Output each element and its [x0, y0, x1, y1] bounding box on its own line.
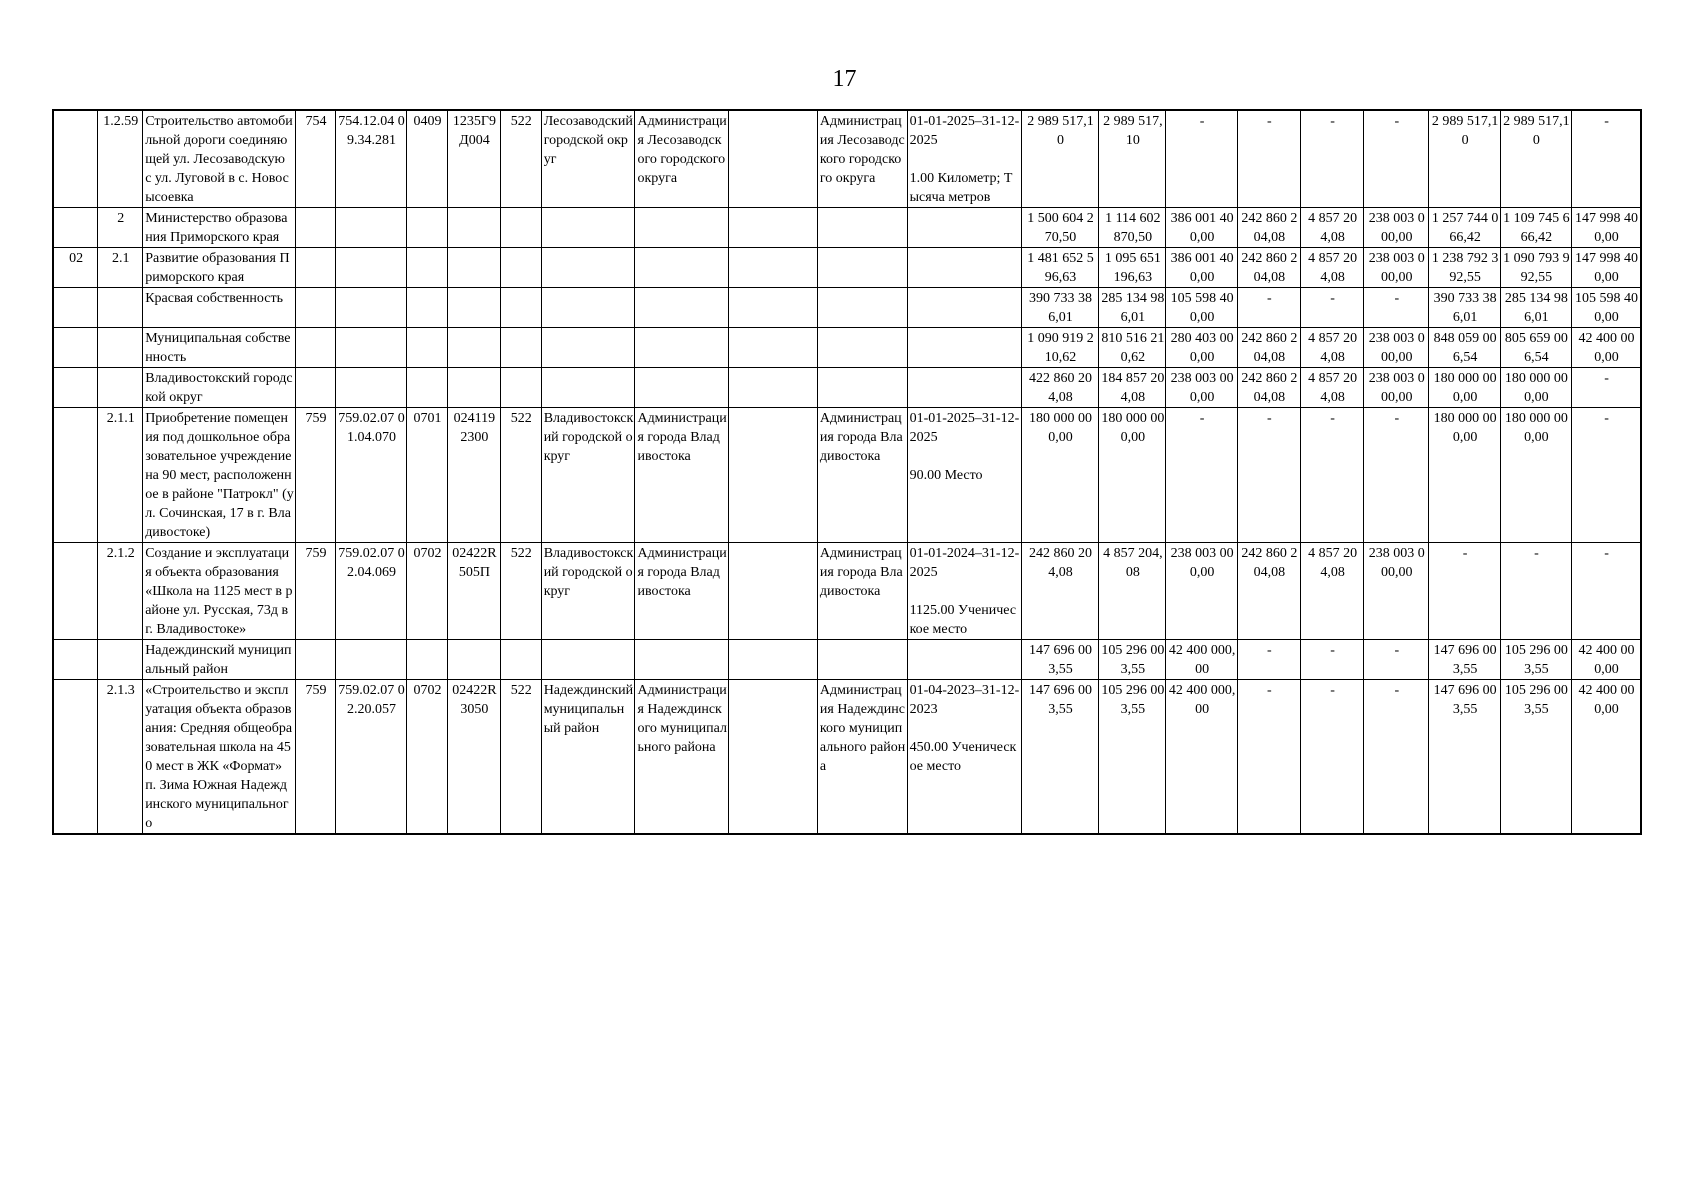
value-cell: 242 860 204,08	[1237, 208, 1300, 248]
investment-table	[52, 109, 1642, 835]
expense-type-cell	[500, 208, 541, 248]
item-number-cell: 1.2.59	[98, 110, 143, 208]
grbs-cell	[296, 640, 336, 680]
value-cell: 390 733 386,01	[1021, 288, 1098, 328]
value-cell: -	[1237, 288, 1300, 328]
value-cell: -	[1237, 680, 1300, 835]
target-article-cell: 754.12.04 09.34.281	[335, 110, 406, 208]
target-article-cell: 759.02.07 01.04.070	[335, 408, 406, 543]
value-cell: -	[1572, 110, 1641, 208]
section-cell: 0409	[407, 110, 448, 208]
region-code-cell	[53, 368, 98, 408]
territory-cell	[541, 368, 635, 408]
object-name-cell: Муниципальная собственность	[143, 328, 296, 368]
value-cell: 4 857 204,08	[1300, 543, 1363, 640]
capacity-text: 1125.00 Ученическое место	[909, 603, 1017, 637]
value-cell: -	[1300, 110, 1363, 208]
empty-cell	[729, 110, 818, 208]
value-cell: 238 003 000,00	[1364, 543, 1429, 640]
region-code-cell	[53, 110, 98, 208]
value-cell: 105 296 003,55	[1500, 640, 1571, 680]
empty-cell	[729, 328, 818, 368]
target-article-cell	[335, 288, 406, 328]
recipient-cell: Администрация города Владивостока	[635, 408, 729, 543]
region-code-cell	[53, 640, 98, 680]
value-cell: 242 860 204,08	[1237, 368, 1300, 408]
value-cell: 285 134 986,01	[1500, 288, 1571, 328]
customer-cell: Администрация Лесозаводского городского округа	[817, 110, 907, 208]
value-cell: 238 003 000,00	[1364, 208, 1429, 248]
expense-type-cell: 522	[500, 680, 541, 835]
value-cell: 180 000 000,00	[1429, 408, 1500, 543]
grbs-cell: 759	[296, 680, 336, 835]
value-cell: 1 090 793 992,55	[1500, 248, 1571, 288]
value-cell: 42 400 000,00	[1572, 680, 1641, 835]
grbs-cell	[296, 288, 336, 328]
value-cell: 147 998 400,00	[1572, 208, 1641, 248]
territory-cell	[541, 640, 635, 680]
value-cell: -	[1364, 288, 1429, 328]
region-code-cell	[53, 288, 98, 328]
territory-cell: Лесозаводский городской округ	[541, 110, 635, 208]
grbs-cell	[296, 328, 336, 368]
capacity-text: 1.00 Километр; Тысяча метров	[909, 171, 1013, 205]
value-cell: 42 400 000,00	[1166, 640, 1237, 680]
value-cell: 147 998 400,00	[1572, 248, 1641, 288]
kcsr-cell	[447, 248, 500, 288]
target-article-cell	[335, 248, 406, 288]
object-name-cell: «Строительство и эксплуатация объекта образования: Средняя общеобразовательная школа на 450 мест в ЖК «Формат» п. Зима Южная Надеждинского муниципального	[143, 680, 296, 835]
value-cell: 4 857 204,08	[1300, 208, 1363, 248]
customer-cell	[817, 368, 907, 408]
period-capacity-cell	[907, 640, 1021, 680]
grbs-cell	[296, 208, 336, 248]
section-cell	[407, 328, 448, 368]
item-number-cell: 2	[98, 208, 143, 248]
empty-cell	[729, 640, 818, 680]
customer-cell: Администрация города Владивостока	[817, 408, 907, 543]
value-cell: 805 659 006,54	[1500, 328, 1571, 368]
recipient-cell	[635, 368, 729, 408]
value-cell: 386 001 400,00	[1166, 248, 1237, 288]
recipient-cell	[635, 640, 729, 680]
grbs-cell: 759	[296, 543, 336, 640]
customer-cell	[817, 288, 907, 328]
value-cell: -	[1572, 408, 1641, 543]
table-row-group-3	[53, 288, 1641, 328]
region-code-cell: 02	[53, 248, 98, 288]
value-cell: -	[1429, 543, 1500, 640]
target-article-cell: 759.02.07 02.20.057	[335, 680, 406, 835]
target-article-cell	[335, 368, 406, 408]
region-code-cell	[53, 680, 98, 835]
value-cell: 105 598 400,00	[1572, 288, 1641, 328]
item-number-cell	[98, 328, 143, 368]
period-capacity-cell	[907, 408, 1021, 543]
value-cell: 280 403 000,00	[1166, 328, 1237, 368]
value-cell: -	[1300, 640, 1363, 680]
grbs-cell: 759	[296, 408, 336, 543]
value-cell: -	[1572, 543, 1641, 640]
value-cell: -	[1500, 543, 1571, 640]
value-cell: 147 696 003,55	[1429, 640, 1500, 680]
customer-cell: Администрация города Владивостока	[817, 543, 907, 640]
object-name-cell: Создание и эксплуатация объекта образования «Школа на 1125 мест в районе ул. Русская, 73д в г. Владивостоке»	[143, 543, 296, 640]
empty-cell	[729, 543, 818, 640]
value-cell: 238 003 000,00	[1166, 543, 1237, 640]
region-code-cell	[53, 328, 98, 368]
grbs-cell	[296, 368, 336, 408]
object-name-cell: Надеждинский муниципальный район	[143, 640, 296, 680]
value-cell: -	[1364, 110, 1429, 208]
value-cell: 105 296 003,55	[1099, 640, 1166, 680]
expense-type-cell	[500, 328, 541, 368]
recipient-cell	[635, 288, 729, 328]
kcsr-cell: 02422R 3050	[447, 680, 500, 835]
value-cell: -	[1237, 408, 1300, 543]
customer-cell	[817, 328, 907, 368]
value-cell: 242 860 204,08	[1237, 543, 1300, 640]
region-code-cell	[53, 543, 98, 640]
value-cell: 1 090 919 210,62	[1021, 328, 1098, 368]
empty-cell	[729, 248, 818, 288]
period-capacity-cell	[907, 110, 1021, 208]
target-article-cell	[335, 640, 406, 680]
table-row-group-5	[53, 368, 1641, 408]
value-cell: 238 003 000,00	[1166, 368, 1237, 408]
section-cell	[407, 368, 448, 408]
value-cell: 42 400 000,00	[1572, 640, 1641, 680]
value-cell: -	[1364, 680, 1429, 835]
value-cell: 147 696 003,55	[1021, 680, 1098, 835]
value-cell: 242 860 204,08	[1237, 328, 1300, 368]
value-cell: 180 000 000,00	[1429, 368, 1500, 408]
section-cell: 0702	[407, 543, 448, 640]
item-number-cell: 2.1.1	[98, 408, 143, 543]
period-capacity-cell	[907, 543, 1021, 640]
recipient-cell	[635, 248, 729, 288]
object-name-cell: Приобретение помещения под дошкольное образовательное учреждение на 90 мест, расположенное в районе "Патрокл" (ул. Сочинская, 17 в г. Владивостоке)	[143, 408, 296, 543]
value-cell: 147 696 003,55	[1021, 640, 1098, 680]
page-number: 17	[832, 66, 857, 92]
value-cell: 390 733 386,01	[1429, 288, 1500, 328]
kcsr-cell	[447, 208, 500, 248]
table-row-2	[53, 208, 1641, 248]
object-name-cell: Строительство автомобильной дороги соединяющей ул. Лесозаводскую с ул. Луговой в с. Новосысоевка	[143, 110, 296, 208]
item-number-cell: 2.1	[98, 248, 143, 288]
value-cell: 1 481 652 596,63	[1021, 248, 1098, 288]
empty-cell	[729, 208, 818, 248]
value-cell: 4 857 204,08	[1099, 543, 1166, 640]
section-cell	[407, 640, 448, 680]
kcsr-cell: 02422R 505П	[447, 543, 500, 640]
item-number-cell	[98, 368, 143, 408]
value-cell: -	[1237, 640, 1300, 680]
territory-cell: Надеждинский муниципальный район	[541, 680, 635, 835]
value-cell: 1 095 651 196,63	[1099, 248, 1166, 288]
value-cell: -	[1166, 408, 1237, 543]
period-text: 01-01-2024–31-12-2025	[909, 546, 1020, 580]
capacity-text: 450.00 Ученическое место	[909, 740, 1017, 774]
expense-type-cell: 522	[500, 408, 541, 543]
value-cell: 285 134 986,01	[1099, 288, 1166, 328]
value-cell: -	[1300, 408, 1363, 543]
value-cell: 4 857 204,08	[1300, 368, 1363, 408]
value-cell: 105 598 400,00	[1166, 288, 1237, 328]
value-cell: 184 857 204,08	[1099, 368, 1166, 408]
kcsr-cell	[447, 328, 500, 368]
grbs-cell: 754	[296, 110, 336, 208]
value-cell: 238 003 000,00	[1364, 248, 1429, 288]
table-row-group-8	[53, 640, 1641, 680]
period-capacity-cell	[907, 368, 1021, 408]
recipient-cell: Администрация Лесозаводского городского округа	[635, 110, 729, 208]
customer-cell	[817, 248, 907, 288]
expense-type-cell	[500, 288, 541, 328]
object-name-cell: Развитие образования Приморского края	[143, 248, 296, 288]
target-article-cell	[335, 328, 406, 368]
table-row-2.1.1	[53, 408, 1641, 543]
period-capacity-cell	[907, 248, 1021, 288]
table-row-1.2.59	[53, 110, 1641, 208]
item-number-cell	[98, 288, 143, 328]
value-cell: 1 238 792 392,55	[1429, 248, 1500, 288]
value-cell: 180 000 000,00	[1500, 368, 1571, 408]
expense-type-cell	[500, 248, 541, 288]
period-text: 01-01-2025–31-12-2025	[909, 114, 1020, 148]
item-number-cell	[98, 640, 143, 680]
period-capacity-cell	[907, 288, 1021, 328]
value-cell: 2 989 517,10	[1500, 110, 1571, 208]
territory-cell	[541, 328, 635, 368]
empty-cell	[729, 368, 818, 408]
recipient-cell: Администрация города Владивостока	[635, 543, 729, 640]
section-cell: 0701	[407, 408, 448, 543]
capacity-text: 90.00 Место	[909, 468, 983, 483]
value-cell: -	[1300, 288, 1363, 328]
customer-cell: Администрация Надеждинского муниципального района	[817, 680, 907, 835]
value-cell: 1 500 604 270,50	[1021, 208, 1098, 248]
empty-cell	[729, 408, 818, 543]
value-cell: 238 003 000,00	[1364, 368, 1429, 408]
expense-type-cell	[500, 368, 541, 408]
territory-cell	[541, 248, 635, 288]
expense-type-cell: 522	[500, 543, 541, 640]
value-cell: 147 696 003,55	[1429, 680, 1500, 835]
section-cell: 0702	[407, 680, 448, 835]
period-text: 01-01-2025–31-12-2025	[909, 411, 1020, 445]
object-name-cell: Министерство образования Приморского края	[143, 208, 296, 248]
section-cell	[407, 248, 448, 288]
period-capacity-cell	[907, 328, 1021, 368]
customer-cell	[817, 208, 907, 248]
empty-cell	[729, 288, 818, 328]
object-name-cell: Владивостокский городской округ	[143, 368, 296, 408]
value-cell: 105 296 003,55	[1500, 680, 1571, 835]
value-cell: 1 109 745 666,42	[1500, 208, 1571, 248]
item-number-cell: 2.1.2	[98, 543, 143, 640]
value-cell: 42 400 000,00	[1166, 680, 1237, 835]
value-cell: 810 516 210,62	[1099, 328, 1166, 368]
value-cell: 2 989 517,10	[1429, 110, 1500, 208]
item-number-cell: 2.1.3	[98, 680, 143, 835]
value-cell: 42 400 000,00	[1572, 328, 1641, 368]
recipient-cell	[635, 328, 729, 368]
territory-cell	[541, 288, 635, 328]
grbs-cell	[296, 248, 336, 288]
customer-cell	[817, 640, 907, 680]
object-name-cell: Красвая собственность	[143, 288, 296, 328]
table-row-group-4	[53, 328, 1641, 368]
value-cell: 180 000 000,00	[1099, 408, 1166, 543]
value-cell: 422 860 204,08	[1021, 368, 1098, 408]
value-cell: -	[1364, 408, 1429, 543]
kcsr-cell	[447, 368, 500, 408]
empty-cell	[729, 680, 818, 835]
value-cell: 242 860 204,08	[1237, 248, 1300, 288]
territory-cell: Владивостокский городской округ	[541, 408, 635, 543]
table-row-2.1	[53, 248, 1641, 288]
section-cell	[407, 208, 448, 248]
table-row-2.1.2	[53, 543, 1641, 640]
value-cell: -	[1364, 640, 1429, 680]
region-code-cell	[53, 208, 98, 248]
value-cell: 1 257 744 066,42	[1429, 208, 1500, 248]
expense-type-cell: 522	[500, 110, 541, 208]
value-cell: -	[1237, 110, 1300, 208]
period-capacity-cell	[907, 208, 1021, 248]
value-cell: -	[1166, 110, 1237, 208]
target-article-cell	[335, 208, 406, 248]
territory-cell	[541, 208, 635, 248]
table-row-2.1.3	[53, 680, 1641, 835]
value-cell: 4 857 204,08	[1300, 248, 1363, 288]
value-cell: 2 989 517,10	[1021, 110, 1098, 208]
kcsr-cell: 024119 2300	[447, 408, 500, 543]
value-cell: 1 114 602 870,50	[1099, 208, 1166, 248]
value-cell: 238 003 000,00	[1364, 328, 1429, 368]
value-cell: 105 296 003,55	[1099, 680, 1166, 835]
value-cell: 848 059 006,54	[1429, 328, 1500, 368]
value-cell: 180 000 000,00	[1021, 408, 1098, 543]
target-article-cell: 759.02.07 02.04.069	[335, 543, 406, 640]
value-cell: 4 857 204,08	[1300, 328, 1363, 368]
recipient-cell	[635, 208, 729, 248]
kcsr-cell	[447, 640, 500, 680]
value-cell: 180 000 000,00	[1500, 408, 1571, 543]
region-code-cell	[53, 408, 98, 543]
period-capacity-cell	[907, 680, 1021, 835]
period-text: 01-04-2023–31-12-2023	[909, 683, 1020, 717]
value-cell: 242 860 204,08	[1021, 543, 1098, 640]
expense-type-cell	[500, 640, 541, 680]
recipient-cell: Администрация Надеждинского муниципального района	[635, 680, 729, 835]
value-cell: 386 001 400,00	[1166, 208, 1237, 248]
territory-cell: Владивостокский городской округ	[541, 543, 635, 640]
value-cell: 2 989 517,10	[1099, 110, 1166, 208]
value-cell: -	[1572, 368, 1641, 408]
kcsr-cell	[447, 288, 500, 328]
value-cell: -	[1300, 680, 1363, 835]
section-cell	[407, 288, 448, 328]
kcsr-cell: 1235Г9 Д004	[447, 110, 500, 208]
